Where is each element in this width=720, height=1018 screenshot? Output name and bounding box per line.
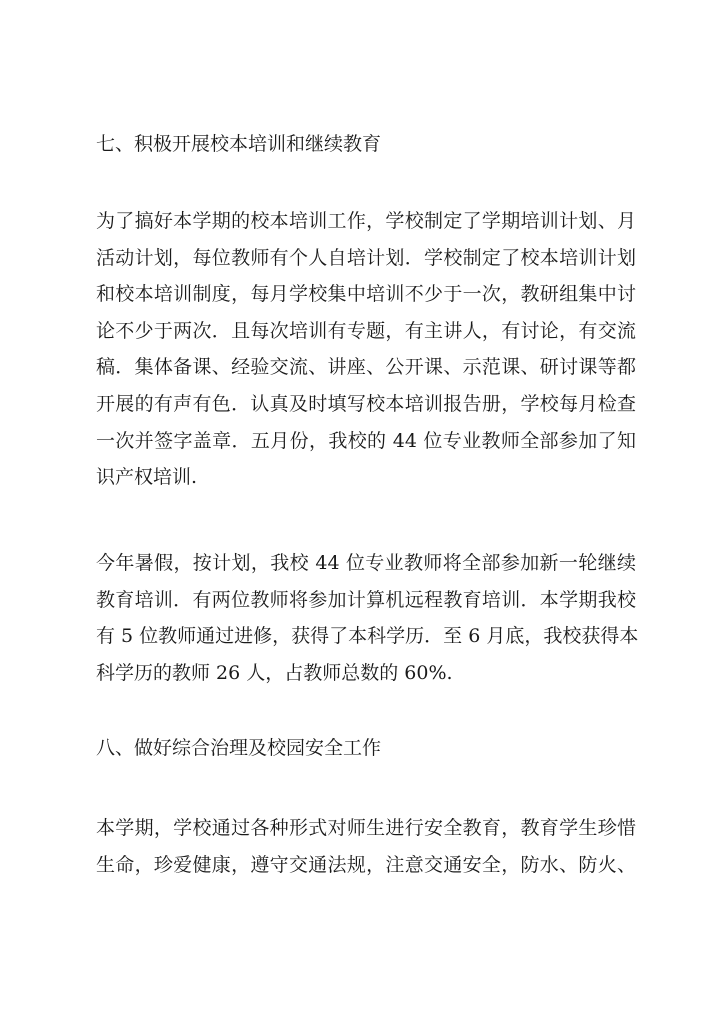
paragraph-line: 一次并签字盖章．五月份，我校的 44 位专业教师全部参加了知 [96, 429, 636, 452]
paragraph-line: 有 5 位教师通过进修，获得了本科学历．至 6 月底，我校获得本 [96, 625, 639, 648]
paragraph-line: 为了搞好本学期的校本培训工作，学校制定了学期培训计划、月 [96, 210, 636, 232]
paragraph-line: 开展的有声有色．认真及时填写校本培训报告册，学校每月检查 [96, 392, 636, 415]
paragraph-line: 和校本培训制度，每月学校集中培训不少于一次，教研组集中讨 [96, 283, 636, 306]
paragraph-line: 今年暑假，按计划，我校 44 位专业教师将全部参加新一轮继续 [96, 552, 636, 574]
paragraph-line: 教育培训．有两位教师将参加计算机远程教育培训．本学期我校 [96, 588, 636, 611]
paragraph-line: 本学期，学校通过各种形式对师生进行安全教育，教育学生珍惜 [96, 817, 636, 839]
paragraph-line: 识产权培训. [96, 466, 198, 489]
section-8-paragraph-1 [96, 810, 656, 883]
paragraph-line: 稿．集体备课、经验交流、讲座、公开课、示范课、研讨课等都 [96, 356, 636, 379]
section-7-paragraph-2 [96, 545, 656, 691]
section-7-heading: 七、积极开展校本培训和继续教育 [96, 133, 382, 155]
paragraph-line: 生命，珍爱健康，遵守交通法规，注意交通安全，防水、防火、 [96, 853, 636, 876]
paragraph-line: 论不少于两次．且每次培训有专题，有主讲人，有讨论，有交流 [96, 319, 636, 342]
section-7-paragraph-1 [96, 203, 656, 496]
section-8-heading: 八、做好综合治理及校园安全工作 [96, 737, 382, 759]
paragraph-line: 活动计划，每位教师有个人自培计划．学校制定了校本培训计划 [96, 246, 636, 269]
paragraph-line: 科学历的教师 26 人，占教师总数的 60%. [96, 661, 453, 684]
